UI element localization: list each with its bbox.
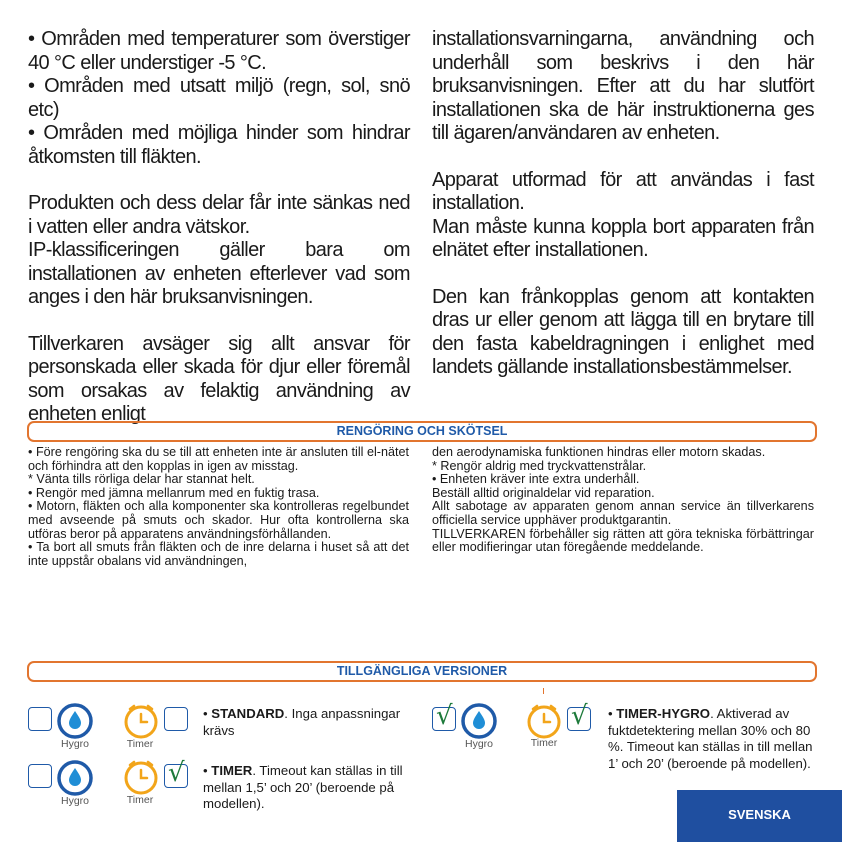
standard-desc: . Inga anpassningar krävs [203,706,401,738]
intro-left-p1b: • Områden med utsatt miljö (regn, sol, snö etc) [28,75,410,121]
cleaning-header: RENGÖRING OCH SKÖTSEL [27,421,817,442]
cleaning-right-column [432,446,814,555]
standard-description: • STANDARD. Inga anpassningar krävs [203,706,401,738]
language-tab: SVENSKA [677,790,842,842]
cleaning-left-5: • Ta bort all smuts från fläkten och de inre delarna i huset så att det inte uppstår obalans vid användningen, [28,540,409,568]
intro-right-p1: installationsvarningarna, användning och underhåll som beskrivs i den här bruksanvisningen. Efter att du har slutfört installationen ska de här instruktionerna ges till ägaren/användaren av enheten. [432,28,814,144]
hygro-drop-icon [55,758,95,798]
cleaning-left-4: • Motorn, fläkten och alla komponenter ska kontrolleras regelbundet med avseende på smuts och skador. Hur ofta kontrollerna ska utföras beror på apparatens användningsförhållanden. [28,499,409,541]
cleaning-right-3: • Enheten kräver inte extra underhåll. [432,472,640,487]
cleaning-right-2: * Rengör aldrig med tryckvattenstrålar. [432,458,647,473]
intro-right-p2b: Man måste kunna koppla bort apparaten från elnätet efter installationen. [432,215,814,261]
intro-right-p2a: Apparat utformad för att användas i fast installation. [432,168,814,214]
timerhygro-desc: . Aktiverad av fuktdetektering mellan 30% och 80 %. Timeout kan ställas in till mellan 1’ och 20’ (beroende på modellen). [608,706,813,771]
timerhygro-timer-checkbox [567,701,591,731]
timer-label: Timer [126,794,154,806]
hygro-label: Hygro [464,738,493,750]
hygro-drop-icon [459,701,499,741]
standard-name: STANDARD [211,706,285,721]
intro-left-p2a: Produkten och dess delar får inte sänkas ned i vatten eller andra vätskor. [28,192,410,238]
hygro-label: Hygro [60,738,89,750]
timerhygro-name: TIMER-HYGRO [616,706,711,721]
hygro-label: Hygro [60,795,89,807]
cleaning-left-2: * Vänta tills rörliga delar har stannat helt. [28,472,255,487]
intro-left-p2b: IP-klassificeringen gäller bara om installationen av enheten efterlever vad som anges i den här bruksanvisningen. [28,239,410,308]
timer-timer-checkbox [164,758,188,788]
cleaning-left-column [28,446,409,568]
timer-label: Timer [126,738,154,750]
timer-clock-icon [524,701,564,741]
intro-left-p3: Tillverkaren avsäger sig allt ansvar för personskada eller skada för djur eller föremål som orsakas av felaktig användning av enheten enligt [28,332,410,425]
versions-header: TILLGÄNGLIGA VERSIONER [27,661,817,682]
cleaning-right-1: den aerodynamiska funktionen hindras eller motorn skadas. [432,445,766,459]
standard-timer-checkbox [164,707,188,731]
checkmark-icon: √ [436,701,453,731]
timer-clock-icon [121,757,161,797]
timerhygro-description: • TIMER-HYGRO. Aktiverad av fuktdetektering mellan 30% och 80 %. Timeout kan ställas in till mellan 1’ och 20’ (beroende på modellen). [608,706,813,771]
intro-right-column [432,28,814,380]
timer-description: • TIMER. Timeout kan ställas in till mellan 1,5’ och 20’ (beroende på modellen). [203,763,403,811]
timer-hygro-checkbox [28,764,52,788]
standard-hygro-checkbox [28,707,52,731]
timerhygro-hygro-checkbox [432,701,456,731]
checkmark-icon: √ [168,758,185,788]
timer-name: TIMER [211,763,253,778]
cleaning-left-3: • Rengör med jämna mellanrum med en fuktig trasa. [28,485,320,500]
intro-right-p3: Den kan frånkopplas genom att kontakten dras ur eller genom att lägga till en brytare till den fasta kabeldragningen i enlighet med landets gällande installationsbestämmelser. [432,285,814,378]
cleaning-right-6: TILLVERKAREN förbehåller sig rätten att göra tekniska förbättringar eller modifieringar utan föregående meddelande. [432,526,814,555]
cleaning-right-5: Allt sabotage av apparaten genom annan service än tillverkarens officiella service upphäver produktgarantin. [432,499,814,527]
intro-left-column [28,28,410,427]
intro-left-p1c: • Områden med möjliga hinder som hindrar åtkomsten till fläkten. [28,122,410,168]
intro-left-p1a: • Områden med temperaturer som överstiger 40 °C eller understiger -5 °C. [28,28,410,74]
cleaning-right-4: Beställ alltid originaldelar vid reparation. [432,485,655,500]
timer-desc: . Timeout kan ställas in till mellan 1,5’ och 20’ (beroende på modellen). [203,763,403,811]
cleaning-left-1: • Före rengöring ska du se till att enheten inte är ansluten till el-nätet och förhindra att den kopplas in igen av misstag. [28,445,409,473]
checkmark-icon: √ [571,701,588,731]
timer-label: Timer [530,737,558,749]
orange-tick-mark [543,688,544,694]
hygro-drop-icon [55,701,95,741]
timer-clock-icon [121,701,161,741]
